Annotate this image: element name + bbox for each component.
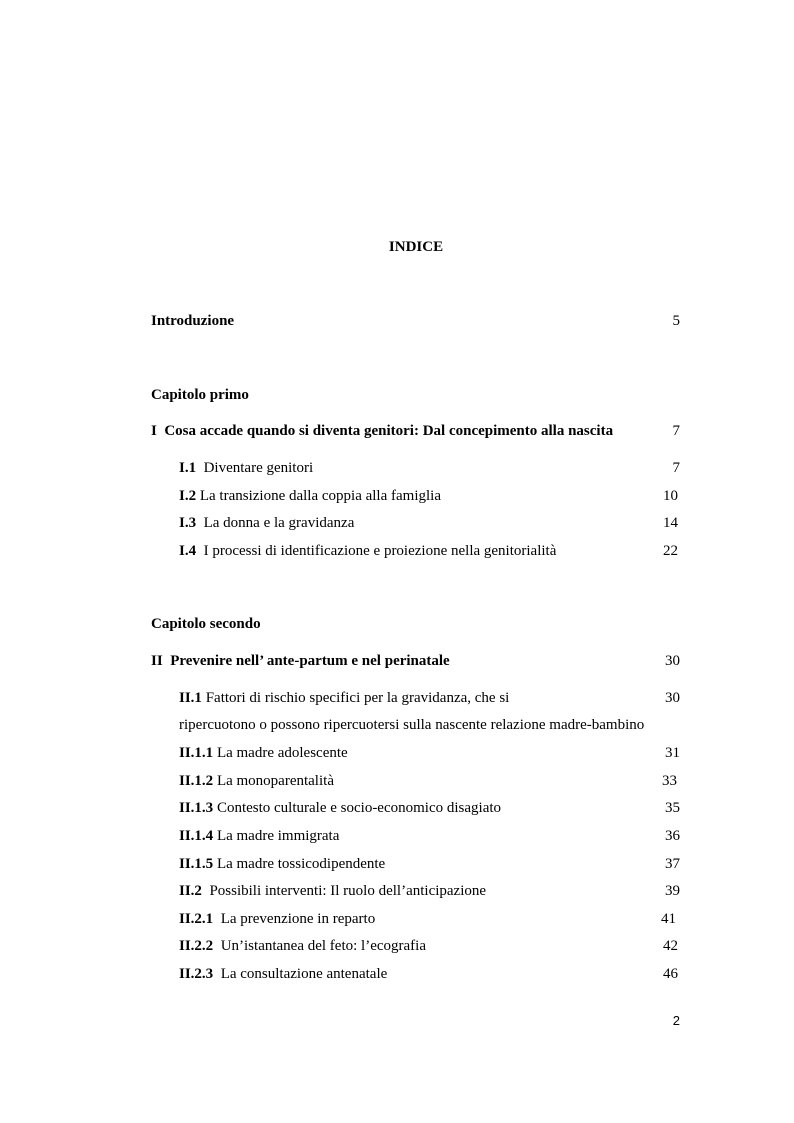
toc-entry [179, 459, 313, 477]
toc-entry-num: II.1.4 [179, 828, 214, 844]
toc-entry [179, 542, 556, 560]
toc-entry [179, 910, 375, 928]
toc-entry [179, 514, 354, 532]
toc-entry-title: La prevenzione in reparto [220, 911, 376, 927]
toc-entry [179, 937, 426, 955]
toc-entry-num: II.1.1 [179, 745, 214, 761]
toc-entry-page: 10 [663, 488, 678, 504]
toc-entry-num: I.2 [179, 488, 197, 504]
toc-entry [179, 487, 441, 505]
toc-entry-num: II.1.2 [179, 773, 214, 789]
toc-entry-page: 14 [663, 515, 678, 531]
toc-entry-title: La consultazione antenatale [220, 966, 388, 982]
toc-entry-page: 7 [672, 460, 680, 476]
toc-entry-page: 36 [665, 828, 680, 844]
toc-entry-continuation: ripercuotono o possono ripercuotersi sulla nascente relazione madre-bambino [179, 717, 645, 733]
toc-entry-title: Fattori di rischio specifici per la gravidanza, che si [205, 690, 510, 706]
toc-intro-label: Introduzione [151, 313, 235, 329]
toc-entry-page: 31 [665, 745, 680, 761]
toc-entry [179, 827, 339, 845]
chapter-1-num: I [151, 423, 157, 439]
toc-entry-page: 37 [665, 856, 680, 872]
toc-entry-page: 42 [663, 938, 678, 954]
toc-entry-num: I.1 [179, 460, 197, 476]
toc-entry-page: 22 [663, 543, 678, 559]
toc-entry-num: II.2.3 [179, 966, 214, 982]
toc-entry-num: II.2.1 [179, 911, 214, 927]
toc-entry-title: La madre tossicodipendente [216, 856, 386, 872]
toc-entry-title: Possibili interventi: Il ruolo dell’anticipazione [209, 883, 487, 899]
toc-entry-title: Contesto culturale e socio-economico disagiato [216, 800, 502, 816]
chapter-2-page: 30 [665, 653, 680, 669]
toc-entry [179, 744, 348, 762]
toc-entry-page: 39 [665, 883, 680, 899]
toc-intro-page: 5 [672, 313, 680, 329]
toc-entry-title: I processi di identificazione e proiezione nella genitorialità [203, 543, 557, 559]
chapter-1-title [151, 422, 613, 440]
toc-entry-title: La donna e la gravidanza [203, 515, 355, 531]
toc-entry-page: 41 [661, 911, 676, 927]
toc-entry-num: I.3 [179, 515, 197, 531]
chapter-2-title [151, 652, 450, 670]
toc-entry-page: 30 [665, 690, 680, 706]
toc-entry-page: 46 [663, 966, 678, 982]
toc-entry [179, 965, 387, 983]
toc-entry [179, 855, 385, 873]
toc-entry-num: I.4 [179, 543, 197, 559]
chapter-1-heading: Capitolo primo [151, 387, 249, 403]
toc-entry-title: La monoparentalità [216, 773, 334, 789]
toc-entry-num: II.1.3 [179, 800, 214, 816]
toc-entry-title: La madre adolescente [216, 745, 348, 761]
page-title: INDICE [388, 239, 444, 255]
toc-entry-page: 35 [665, 800, 680, 816]
toc-entry-num: II.1.5 [179, 856, 214, 872]
toc-entry-title: La madre immigrata [216, 828, 340, 844]
page-number: 2 [672, 1013, 680, 1028]
toc-entry [179, 689, 509, 707]
chapter-2-title-text: Prevenire nell’ ante-partum e nel perinatale [170, 653, 450, 669]
toc-entry-num: II.2 [179, 883, 202, 899]
chapter-2-heading: Capitolo secondo [151, 616, 261, 632]
toc-entry-title: Un’istantanea del feto: l’ecografia [220, 938, 426, 954]
toc-entry-page: 33 [662, 773, 677, 789]
toc-entry [179, 799, 501, 817]
toc-entry-title: La transizione dalla coppia alla famiglia [199, 488, 441, 504]
toc-entry-num: II.2.2 [179, 938, 214, 954]
chapter-1-title-text: Cosa accade quando si diventa genitori: Dal concepimento alla nascita [164, 423, 614, 439]
chapter-1-page: 7 [672, 423, 680, 439]
toc-entry-title: Diventare genitori [203, 460, 314, 476]
toc-entry [179, 882, 486, 900]
toc-entry [179, 772, 334, 790]
chapter-2-num: II [151, 653, 163, 669]
toc-entry-num: II.1 [179, 690, 202, 706]
